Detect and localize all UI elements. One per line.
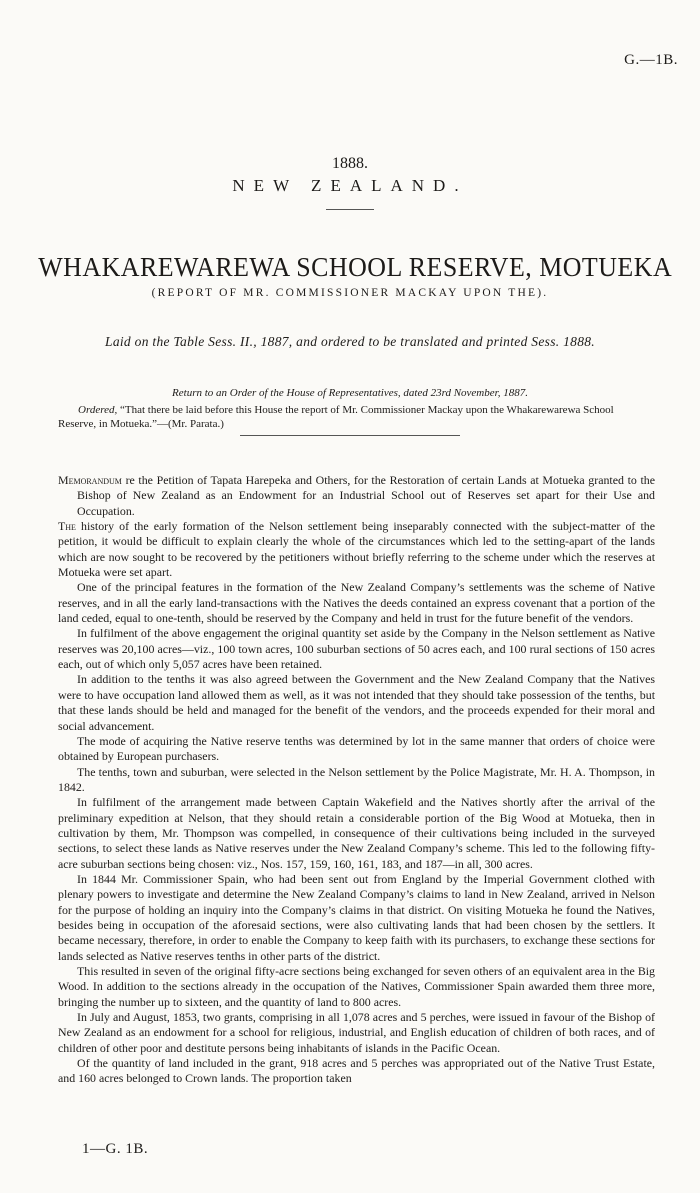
memorandum-label: Memorandum <box>58 473 122 487</box>
paragraph: In July and August, 1853, two grants, comprising in all 1,078 acres and 5 perches, were issued in favour of the Bishop of New Zealand as an endowment for a school for religious, industrial, and English education of children of both races, and of children of other poor and destitute persons being inhabitants of islands in the Pacific Ocean. <box>58 1010 655 1055</box>
paragraph: Of the quantity of land included in the grant, 918 acres and 5 perches was appropriated out of the Native Trust Estate, and 160 acres belonged to Crown lands. The proportion taken <box>58 1056 655 1086</box>
ordered-label: Ordered, <box>78 404 118 416</box>
paragraph: In fulfilment of the arrangement made between Captain Wakefield and the Natives shortly after the arrival of the preliminary expedition at Nelson, that they should retain a considerable portion of the Big Wood at Motueka, then in cultivation by them, Mr. Thompson was compelled, in consequence of their cultivations being included in the surveyed sections, to select these lands as Native reserves under the New Zealand Company’s scheme. This led to the following fifty-acre suburban sections being chosen: viz., Nos. 157, 159, 160, 161, 183, and 187—in all, 300 acres. <box>58 795 655 871</box>
report-body <box>58 473 655 1087</box>
return-order-line: Return to an Order of the House of Representatives, dated 23rd November, 1887. <box>172 387 528 399</box>
ordered-statement <box>58 403 648 431</box>
paragraph: In addition to the tenths it was also agreed between the Government and the New Zealand Company that the Natives were to have occupation land allowed them as well, as it was not intended that they should take possession of the tenths, but that these lands should be held and managed for the benefit of the vendors, and the proceeds expended for their moral and social advancement. <box>58 672 655 733</box>
memorandum-text: re the Petition of Tapata Harepeka and Others, for the Restoration of certain Lands at Motueka granted to the Bishop of New Zealand as an Endowment for an Industrial School out of Reserves set apart for their Use and Occupation. <box>77 473 655 518</box>
paragraph: One of the principal features in the formation of the New Zealand Company’s settlements was the scheme of Native reserves, and in all the early land-transactions with the Natives the deeds contained an express covenant that a portion of the land ceded, equal to one-tenth, should be reserved by the Company and held in trust for the future benefit of the vendors. <box>58 580 655 626</box>
paragraph-text: history of the early formation of the Nelson settlement being inseparably connected with the subject-matter of the petition, it would be difficult to explain clearly the whole of the circumstances which led to the setting-apart of the lands which are now sought to be recovered by the petitioners without briefly referring to the scheme under which the reserves at Motueka were set apart. <box>58 519 655 580</box>
paragraph: The mode of acquiring the Native reserve tenths was determined by lot in the same manner that orders of choice were obtained by European purchasers. <box>58 733 655 764</box>
divider-rule-long <box>240 435 460 436</box>
document-title: WHAKAREWAREWA SCHOOL RESERVE, MOTUEKA <box>38 252 673 282</box>
country-heading: NEW ZEALAND. <box>232 176 468 195</box>
ordered-text: “That there be laid before this House the report of Mr. Commissioner Mackay upon the Whakarewarewa School Reserve, in Motueka.”—(Mr. Parata.) <box>58 404 614 430</box>
memorandum-heading <box>58 473 655 519</box>
laid-on-table-note: Laid on the Table Sess. II., 1887, and ordered to be translated and printed Sess. 1888. <box>105 334 595 349</box>
paragraph-lead: The <box>58 519 76 534</box>
paragraph: In fulfilment of the above engagement the original quantity set aside by the Company in the Nelson settlement as Native reserves was 20,100 acres—viz., 100 town acres, 100 suburban sections of 50 acres each, and 100 rural sections of 150 acres each, out of which only 5,057 acres have been retained. <box>58 626 655 672</box>
paragraph: In 1844 Mr. Commissioner Spain, who had been sent out from England by the Imperial Government clothed with plenary powers to investigate and determine the New Zealand Company’s claims to land in New Zealand, arrived in Nelson for the purpose of holding an inquiry into the Company’s claims in that district. On visiting Motueka he found the Natives, besides being in occupation of the aforesaid sections, were also cultivating lands that had been chosen by the settlers. It became necessary, therefore, in order to enable the Company to keep faith with its purchasers, to exchange these sections for lands selected as Native reserves tenths in other parts of the district. <box>58 871 655 963</box>
paragraph: This resulted in seven of the original fifty-acre sections being exchanged for seven others of an equivalent area in the Big Wood. In addition to the sections already in the occupation of the Natives, Commissioner Spain awarded them three more, bringing the number up to sixteen, and the quantity of land to 800 acres. <box>58 964 655 1009</box>
paragraph: The tenths, town and suburban, were selected in the Nelson settlement by the Police Magistrate, Mr. H. A. Thompson, in 1842. <box>58 764 655 794</box>
divider-rule <box>326 209 374 210</box>
paragraph <box>58 519 655 580</box>
document-reference: G.—1B. <box>624 52 678 68</box>
page-footer-reference: 1—G. 1B. <box>82 1141 149 1157</box>
year: 1888. <box>332 155 368 172</box>
document-subtitle: (REPORT OF MR. COMMISSIONER MACKAY UPON THE). <box>151 287 549 299</box>
